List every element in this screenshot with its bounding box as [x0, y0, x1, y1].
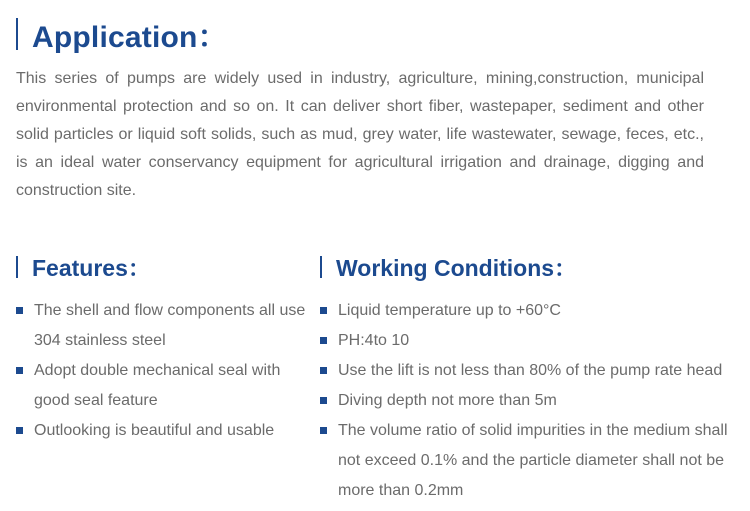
heading-accent-bar — [16, 256, 18, 278]
features-title: Features： — [32, 255, 151, 281]
application-description: This series of pumps are widely used in industry, agriculture, mining,construction, municipal environmental protection and so on. It can deliver short fiber, wastepaper, sediment and other solid particles or liquid soft solids, such as mud, grey water, life wastewater, sewage, feces, etc., is an ideal water conservancy equipment for agricultural irrigation and drainage, digging and construction site. — [16, 70, 704, 199]
features-list — [16, 296, 316, 446]
list-item-text: Diving depth not more than 5m — [338, 392, 557, 409]
list-item-text: PH:4to 10 — [338, 332, 410, 349]
list-item — [320, 416, 732, 506]
square-bullet-icon — [320, 367, 327, 374]
list-item-text: The volume ratio of solid impurities in the medium shall not exceed 0.1% and the particle diameter shall not be more than 0.2mm — [338, 422, 728, 499]
heading-accent-bar — [16, 18, 18, 50]
working-conditions-heading — [320, 250, 577, 283]
list-item — [320, 326, 732, 356]
features-heading — [16, 250, 151, 283]
list-item — [16, 356, 316, 416]
list-item — [16, 296, 316, 356]
list-item — [320, 356, 732, 386]
square-bullet-icon — [320, 337, 327, 344]
list-item — [320, 296, 732, 326]
list-item-text: Use the lift is not less than 80% of the pump rate head — [338, 362, 723, 379]
square-bullet-icon — [320, 307, 327, 314]
list-item-text: The shell and flow components all use 304 stainless steel — [34, 302, 306, 349]
list-item-text: Adopt double mechanical seal with good seal feature — [34, 362, 281, 409]
square-bullet-icon — [320, 397, 327, 404]
list-item-text: Outlooking is beautiful and usable — [34, 422, 275, 439]
square-bullet-icon — [320, 427, 327, 434]
working-conditions-title: Working Conditions： — [336, 255, 578, 281]
list-item-text: Liquid temperature up to +60°C — [338, 302, 561, 319]
list-item — [320, 386, 732, 416]
working-conditions-list — [320, 296, 732, 506]
square-bullet-icon — [16, 307, 23, 314]
square-bullet-icon — [16, 427, 23, 434]
heading-accent-bar — [320, 256, 322, 278]
application-title: Application： — [32, 21, 228, 54]
application-heading — [16, 12, 228, 56]
square-bullet-icon — [16, 367, 23, 374]
list-item — [16, 416, 316, 446]
